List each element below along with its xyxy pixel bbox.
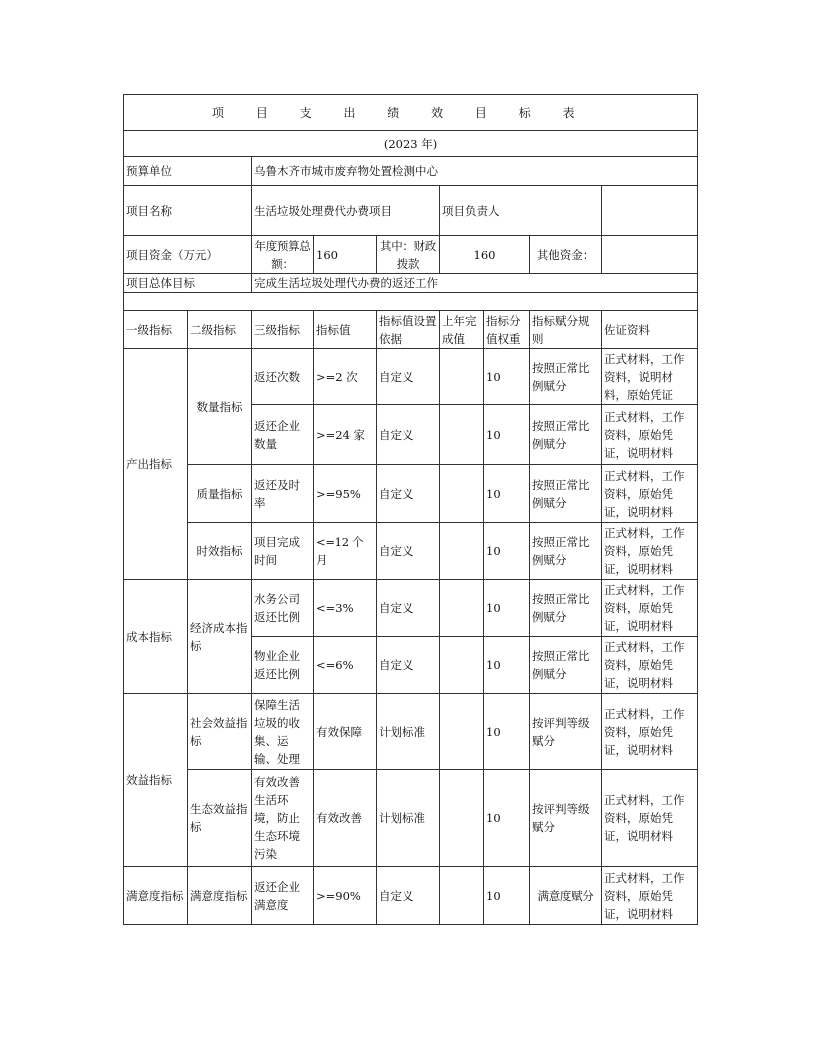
row-weight: 10 xyxy=(484,580,530,637)
row-value: <=12 个月 xyxy=(314,523,377,580)
row-evidence: 正式材料，工作资料，原始凭证，说明材料 xyxy=(602,405,698,465)
row-basis: 计划标准 xyxy=(377,694,440,770)
project-name-label: 项目名称 xyxy=(124,186,252,236)
table-row xyxy=(124,465,698,523)
budget-unit-label: 预算单位 xyxy=(124,157,252,186)
subgroup-quality: 质量指标 xyxy=(188,465,252,523)
row-rule: 按照正常比例赋分 xyxy=(530,465,602,523)
row-rule: 按照正常比例赋分 xyxy=(530,405,602,465)
row-weight: 10 xyxy=(484,405,530,465)
row-evidence: 正式材料，工作资料，原始凭证，说明材料 xyxy=(602,465,698,523)
row-third: 物业企业返还比例 xyxy=(252,637,314,694)
subgroup-economic-cost: 经济成本指标 xyxy=(188,580,252,694)
row-prev xyxy=(440,405,484,465)
row-third: 返还及时率 xyxy=(252,465,314,523)
row-value: <=6% xyxy=(314,637,377,694)
row-rule: 满意度赋分 xyxy=(530,867,602,925)
group-output: 产出指标 xyxy=(124,349,188,580)
row-weight: 10 xyxy=(484,694,530,770)
col-header-evidence: 佐证资料 xyxy=(602,311,698,349)
row-prev xyxy=(440,580,484,637)
annual-budget-label: 年度预算总额： xyxy=(252,236,314,274)
col-header-value: 指标值 xyxy=(314,311,377,349)
row-weight: 10 xyxy=(484,465,530,523)
col-header-prev: 上年完成值 xyxy=(440,311,484,349)
row-evidence: 正式材料，工作资料，原始凭证，说明材料 xyxy=(602,637,698,694)
row-basis: 自定义 xyxy=(377,405,440,465)
subgroup-quantity: 数量指标 xyxy=(188,349,252,465)
row-prev xyxy=(440,694,484,770)
row-prev xyxy=(440,637,484,694)
row-value: >=90% xyxy=(314,867,377,925)
performance-target-sheet xyxy=(123,94,698,925)
row-basis: 自定义 xyxy=(377,465,440,523)
row-value: >=2 次 xyxy=(314,349,377,405)
row-basis: 自定义 xyxy=(377,523,440,580)
other-funds-value xyxy=(602,236,698,274)
row-evidence: 正式材料，工作资料，原始凭证，说明材料 xyxy=(602,867,698,925)
row-weight: 10 xyxy=(484,770,530,867)
col-header-level1: 一级指标 xyxy=(124,311,188,349)
budget-unit-value: 乌鲁木齐市城市废弃物处置检测中心 xyxy=(252,157,698,186)
table-row xyxy=(124,694,698,770)
row-prev xyxy=(440,867,484,925)
subgroup-eco-benefit: 生态效益指标 xyxy=(188,770,252,867)
row-value: >=95% xyxy=(314,465,377,523)
col-header-weight: 指标分值权重 xyxy=(484,311,530,349)
col-header-level3: 三级指标 xyxy=(252,311,314,349)
group-satisfaction: 满意度指标 xyxy=(124,867,188,925)
performance-target-table xyxy=(123,94,698,925)
row-rule: 按照正常比例赋分 xyxy=(530,523,602,580)
table-row xyxy=(124,523,698,580)
row-third: 有效改善生活环境，防止生态环境污染 xyxy=(252,770,314,867)
row-basis: 自定义 xyxy=(377,637,440,694)
subgroup-timeliness: 时效指标 xyxy=(188,523,252,580)
subgroup-social-benefit: 社会效益指标 xyxy=(188,694,252,770)
row-third: 返还次数 xyxy=(252,349,314,405)
row-weight: 10 xyxy=(484,637,530,694)
funds-label: 项目资金（万元） xyxy=(124,236,252,274)
row-basis: 计划标准 xyxy=(377,770,440,867)
row-basis: 自定义 xyxy=(377,349,440,405)
col-header-rule: 指标赋分规则 xyxy=(530,311,602,349)
row-weight: 10 xyxy=(484,349,530,405)
row-third: 项目完成时间 xyxy=(252,523,314,580)
row-rule: 按照正常比例赋分 xyxy=(530,637,602,694)
row-prev xyxy=(440,770,484,867)
row-value: <=3% xyxy=(314,580,377,637)
row-value: 有效保障 xyxy=(314,694,377,770)
row-weight: 10 xyxy=(484,867,530,925)
row-value: 有效改善 xyxy=(314,770,377,867)
subgroup-satisfaction: 满意度指标 xyxy=(188,867,252,925)
row-evidence: 正式材料，工作资料，原始凭证，说明材料 xyxy=(602,770,698,867)
row-third: 保障生活垃圾的收集、运输、处理 xyxy=(252,694,314,770)
row-basis: 自定义 xyxy=(377,867,440,925)
annual-budget-value: 160 xyxy=(314,236,377,274)
table-row xyxy=(124,349,698,405)
table-row xyxy=(124,867,698,925)
row-third: 返还企业数量 xyxy=(252,405,314,465)
project-leader-value xyxy=(602,186,698,236)
goal-value: 完成生活垃圾处理代办费的返还工作 xyxy=(252,274,698,293)
row-rule: 按照正常比例赋分 xyxy=(530,580,602,637)
row-evidence: 正式材料，工作资料，说明材料，原始凭证 xyxy=(602,349,698,405)
row-evidence: 正式材料，工作资料，原始凭证，说明材料 xyxy=(602,694,698,770)
group-benefit: 效益指标 xyxy=(124,694,188,867)
row-prev xyxy=(440,349,484,405)
row-prev xyxy=(440,523,484,580)
row-evidence: 正式材料，工作资料，原始凭证，说明材料 xyxy=(602,580,698,637)
table-row xyxy=(124,580,698,637)
row-evidence: 正式材料，工作资料，原始凭证，说明材料 xyxy=(602,523,698,580)
goal-label: 项目总体目标 xyxy=(124,274,252,293)
row-rule: 按照正常比例赋分 xyxy=(530,349,602,405)
row-third: 水务公司返还比例 xyxy=(252,580,314,637)
row-third: 返还企业满意度 xyxy=(252,867,314,925)
group-cost: 成本指标 xyxy=(124,580,188,694)
fiscal-value: 160 xyxy=(440,236,530,274)
row-rule: 按评判等级赋分 xyxy=(530,770,602,867)
table-year: (2023 年) xyxy=(124,131,698,157)
row-value: >=24 家 xyxy=(314,405,377,465)
col-header-basis: 指标值设置依据 xyxy=(377,311,440,349)
row-prev xyxy=(440,465,484,523)
row-basis: 自定义 xyxy=(377,580,440,637)
table-row xyxy=(124,770,698,867)
blank-row xyxy=(124,293,698,311)
col-header-level2: 二级指标 xyxy=(188,311,252,349)
other-funds-label: 其他资金： xyxy=(530,236,602,274)
fiscal-label: 其中：财政拨款 xyxy=(377,236,440,274)
table-title: 项 目 支 出 绩 效 目 标 表 xyxy=(124,95,698,131)
project-name-value: 生活垃圾处理费代办费项目 xyxy=(252,186,440,236)
row-weight: 10 xyxy=(484,523,530,580)
row-rule: 按评判等级赋分 xyxy=(530,694,602,770)
project-leader-label: 项目负责人 xyxy=(440,186,602,236)
